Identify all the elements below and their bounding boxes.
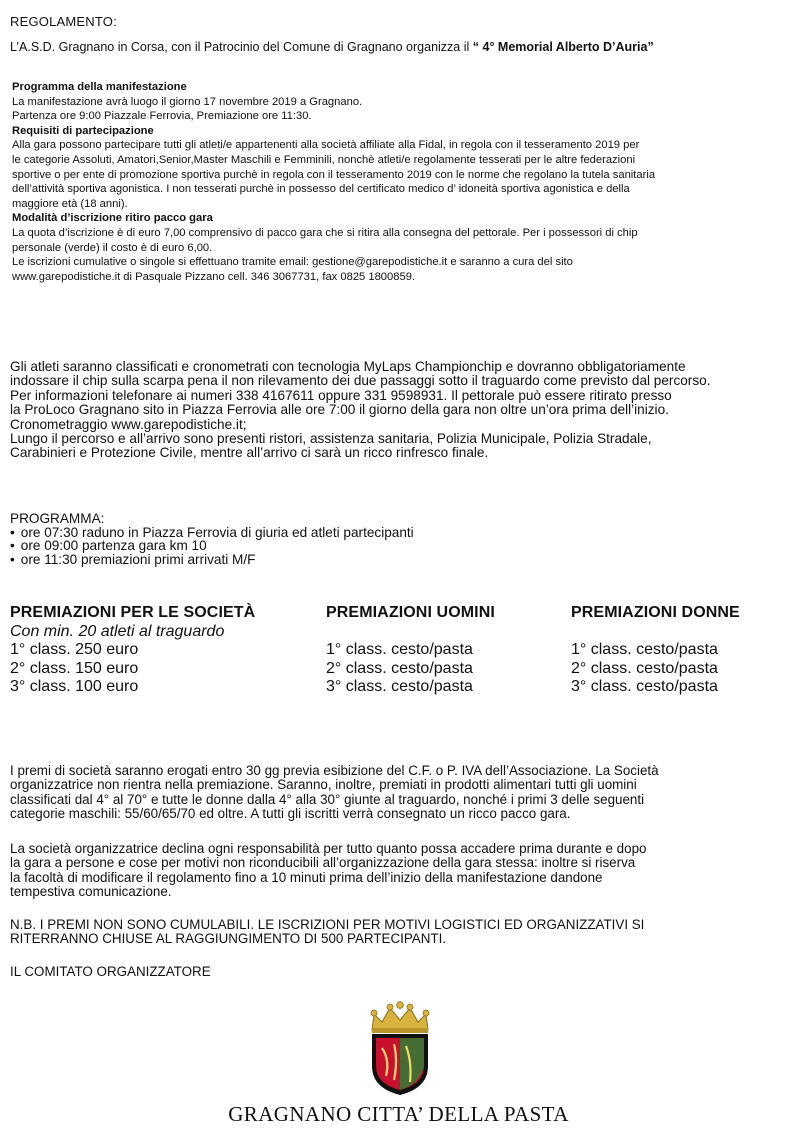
section-line: www.garepodistiche.it di Pasquale Pizzano cell. 346 3067731, fax 0825 1800859.	[12, 270, 416, 283]
section-heading: Programma della manifestazione	[12, 81, 187, 93]
paragraph-line: organizzatrice non rientra nella premiazione. Saranno, inoltre, premiati in prodotti alimentari tutti gli uomini	[10, 777, 637, 793]
programma-section	[10, 512, 414, 566]
prize-rules-paragraph	[10, 764, 792, 821]
event-name: “ 4° Memorial Alberto D’Auria”	[472, 40, 654, 54]
intro-line	[10, 40, 790, 54]
section-line: Le iscrizioni cumulative o singole si effettuano tramite email: gestione@garepodistiche.it e saranno a cura del sito	[12, 256, 573, 269]
prize-row: 2° class. 150 euro	[10, 659, 139, 677]
programma-item: • ore 09:00 partenza gara km 10	[10, 539, 414, 553]
premiazioni-uomini	[326, 604, 495, 697]
prize-row: 1° class. cesto/pasta	[571, 641, 718, 659]
prize-heading: PREMIAZIONI UOMINI	[326, 604, 495, 621]
section-line: sportive o per ente di promozione sportiva purchè in regola con il tesseramento 2019 con le norme che regolano la tutela sanitaria	[12, 168, 656, 181]
section-programma-manifestazione	[12, 80, 787, 284]
intro-text: L’A.S.D. Gragnano in Corsa, con il Patrocinio del Comune di Gragnano organizza il	[10, 40, 473, 54]
paragraph-line: La società organizzatrice declina ogni responsabilità per tutto quanto possa accadere prima durante e dopo	[10, 841, 647, 856]
regolamento-title: REGOLAMENTO:	[10, 14, 117, 29]
section-line: Partenza ore 9:00 Piazzale Ferrovia, Premiazione ore 11:30.	[12, 110, 312, 123]
paragraph-line: indossare il chip sulla scarpa pena il non rilevamento dei due passaggi sotto il traguardo come previsto dal percorso.	[10, 373, 711, 389]
section-heading: Requisiti di partecipazione	[12, 124, 154, 137]
section-line: le categorie Assoluti, Amatori,Senior,Master Maschili e Femminili, nonchè atleti/e regolamente tesserati per le altre federazioni	[12, 153, 636, 166]
paragraph-line: tempestiva comunicazione.	[10, 883, 172, 899]
comitato-signature: IL COMITATO ORGANIZZATORE	[10, 964, 211, 979]
paragraph-line: Cronometraggio www.garepodistiche.it;	[10, 416, 247, 432]
section-line: dell’attività sportiva agonistica. I non tesserati purchè in possesso del certificato medico d’ idoneità sportiva agonistica e della	[12, 183, 630, 196]
timing-paragraph	[10, 360, 790, 461]
programma-item: • ore 07:30 raduno in Piazza Ferrovia di giuria ed atleti partecipanti	[10, 526, 414, 540]
prize-row: 1° class. 250 euro	[10, 641, 139, 659]
section-line: Alla gara possono partecipare tutti gli atleti/e appartenenti alla società affiliate alla Fidal, in regola con il tesseramento 2019 per	[12, 139, 640, 152]
paragraph-line: la facoltà di modificare il regolamento fino a 10 minuti prima dell’inizio della manifestazione dandone	[10, 869, 603, 885]
section-line: La manifestazione avrà luogo il giorno 17 novembre 2019 a Gragnano.	[12, 95, 363, 108]
section-heading: Modalità d’iscrizione ritiro pacco gara	[12, 212, 213, 225]
paragraph-line: categorie maschili: 55/60/65/70 ed oltre. A tutti gli iscritti verrà consegnato un ricco pacco gara.	[10, 805, 571, 821]
paragraph-line: Per informazioni telefonare ai numeri 338 4167611 oppure 331 9598931. Il pettorale può essere ritirato presso	[10, 387, 672, 403]
gragnano-crest-icon	[360, 1000, 440, 1096]
section-line: La quota d’iscrizione è di euro 7,00 comprensivo di pacco gara che si ritira alla consegna del pettorale. Per i possessori di chip	[12, 226, 638, 239]
premiazioni-donne	[571, 604, 740, 697]
programma-title: PROGRAMMA:	[10, 511, 105, 526]
paragraph-line: Carabinieri e Protezione Civile, mentre all’arrivo ci sarà un ricco rinfresco finale.	[10, 445, 489, 461]
paragraph-line: la ProLoco Gragnano sito in Piazza Ferrovia alle ore 7:00 il giorno della gara non oltre un’ora prima dell’inizio.	[10, 402, 669, 418]
paragraph-line: Gli atleti saranno classificati e cronometrati con tecnologia MyLaps Championchip e dovranno obbligatoriamente	[10, 359, 686, 374]
programma-list	[10, 526, 414, 567]
prize-spacer	[571, 623, 740, 642]
programma-item: • ore 11:30 premiazioni primi arrivati M/F	[10, 553, 414, 567]
prize-spacer	[326, 623, 495, 642]
prize-heading: PREMIAZIONI PER LE SOCIETÀ	[10, 604, 256, 621]
prize-row: 2° class. cesto/pasta	[571, 659, 718, 677]
paragraph-line: I premi di società saranno erogati entro 30 gg previa esibizione del C.F. o P. IVA dell’Associazione. La Società	[10, 763, 659, 778]
city-logo-text: GRAGNANO CITTA’ DELLA PASTA	[228, 1102, 569, 1126]
paragraph-line: classificati dal 4° al 70° e tutte le donne dalla 4° alla 30° giunte al traguardo, nonché i primi 3 delle seguenti	[10, 791, 645, 807]
nb-paragraph	[10, 918, 792, 947]
premiazioni-societa	[10, 604, 255, 697]
prize-heading: PREMIAZIONI DONNE	[571, 604, 740, 621]
prize-row: 3° class. cesto/pasta	[326, 678, 473, 696]
section-line: personale (verde) il costo è di euro 6,00.	[12, 241, 213, 254]
section-line: maggiore età (18 anni).	[12, 197, 128, 210]
prize-row: 2° class. cesto/pasta	[326, 659, 473, 677]
prize-note: Con min. 20 atleti al traguardo	[10, 622, 225, 640]
prize-row: 3° class. cesto/pasta	[571, 678, 718, 696]
paragraph-line: RITERRANNO CHIUSE AL RAGGIUNGIMENTO DI 500 PARTECIPANTI.	[10, 931, 447, 947]
paragraph-line: la gara a persone e cose per motivi non riconducibili all’organizzazione della gara stessa: inoltre si riserva	[10, 855, 636, 871]
paragraph-line: Lungo il percorso e all’arrivo sono presenti ristori, assistenza sanitaria, Polizia Municipale, Polizia Stradale,	[10, 431, 652, 447]
prize-row: 1° class. cesto/pasta	[326, 641, 473, 659]
liability-paragraph	[10, 842, 792, 899]
paragraph-line: N.B. I PREMI NON SONO CUMULABILI. LE ISCRIZIONI PER MOTIVI LOGISTICI ED ORGANIZZATIVI SI	[10, 917, 645, 932]
prize-row: 3° class. 100 euro	[10, 678, 139, 696]
